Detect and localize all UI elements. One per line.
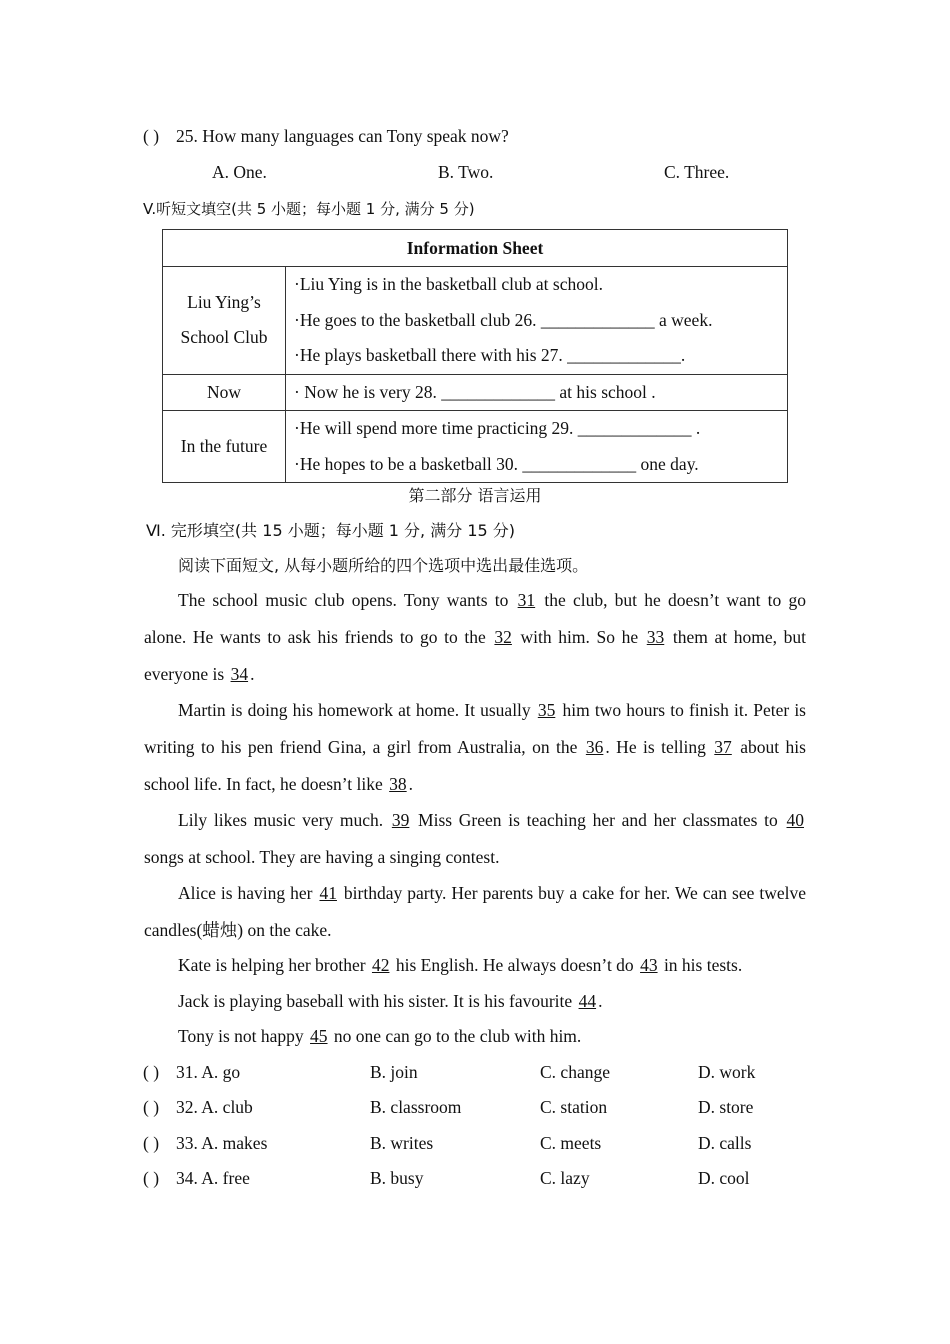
choice-row-31	[143, 1062, 823, 1088]
part2-heading: 第二部分 语言运用	[408, 486, 542, 505]
passage-paragraph-1: The school music club opens. Tony wants to 31 the club, but he doesn’t want to go alone. He wants to ask his friends to go to the 32 with him. So he 33 them at home, but everyone is 34 .	[144, 590, 806, 684]
q25-option-c: C. Three.	[664, 162, 730, 182]
option-b[interactable]: B. classroom	[370, 1097, 462, 1117]
q25-question: 25. How many languages can Tony speak now?	[176, 126, 509, 146]
blank-37[interactable]: 37	[714, 737, 732, 757]
option-c[interactable]: C. change	[540, 1062, 610, 1082]
option-d[interactable]: D. store	[698, 1097, 754, 1117]
option-d[interactable]: D. work	[698, 1062, 756, 1082]
option-b[interactable]: B. join	[370, 1062, 418, 1082]
passage-paragraph-6: Jack is playing baseball with his sister. It is his favourite 44 .	[178, 991, 603, 1011]
blank-36[interactable]: 36	[585, 737, 604, 757]
info-line-29: ·He will spend more time practicing 29. _____________ .	[294, 418, 701, 438]
row-content-school-club	[286, 267, 788, 375]
information-sheet-table	[162, 229, 788, 483]
info-line-27: ·He plays basketball there with his 27. _____________.	[294, 345, 686, 365]
blank-41[interactable]: 41	[319, 883, 337, 903]
blank-39[interactable]: 39	[391, 810, 410, 830]
option-c[interactable]: C. station	[540, 1097, 608, 1117]
blank-35[interactable]: 35	[537, 700, 556, 720]
option-b[interactable]: B. busy	[370, 1168, 424, 1188]
choice-row-32	[143, 1097, 823, 1123]
info-line-26-context: ·Liu Ying is in the basketball club at school.	[294, 274, 603, 294]
info-sheet-title: Information Sheet	[163, 230, 788, 267]
row-label-future	[163, 411, 286, 483]
section6-instruction: 阅读下面短文, 从每小题所给的四个选项中选出最佳选项。	[178, 556, 589, 575]
option-a[interactable]: 31. A. go	[176, 1062, 241, 1082]
section6-heading: Ⅵ. 完形填空(共 15 小题；每小题 1 分, 满分 15 分)	[146, 521, 516, 540]
blank-42[interactable]: 42	[371, 955, 390, 975]
blank-40[interactable]: 40	[786, 810, 804, 830]
answer-paren[interactable]: ( )	[143, 1097, 160, 1117]
row-label-school-club	[163, 267, 286, 375]
blank-44[interactable]: 44	[578, 991, 597, 1011]
option-d[interactable]: D. cool	[698, 1168, 750, 1188]
blank-34[interactable]: 34	[230, 664, 249, 684]
row-label-now	[163, 374, 286, 411]
row-content-future	[286, 411, 788, 483]
passage-paragraph-4: Alice is having her 41 birthday party. Her parents buy a cake for her. We can see twelve candles(蜡烛) on the cake.	[144, 883, 806, 940]
passage-paragraph-5: Kate is helping her brother 42 his English. He always doesn’t do 43 in his tests.	[178, 955, 743, 975]
info-line-26: ·He goes to the basketball club 26. _____________ a week.	[294, 309, 713, 330]
info-line-30: ·He hopes to be a basketball 30. _____________ one day.	[294, 453, 699, 474]
option-a[interactable]: 33. A. makes	[176, 1133, 268, 1153]
row-content-now	[286, 374, 788, 411]
option-c[interactable]: C. lazy	[540, 1168, 590, 1188]
q25-option-b: B. Two.	[438, 162, 494, 182]
passage-paragraph-3: Lily likes music very much. 39 Miss Green is teaching her and her classmates to 40 songs at school. They are having a singing contest.	[144, 810, 804, 867]
blank-31[interactable]: 31	[517, 590, 536, 610]
q25-option-a: A. One.	[212, 162, 267, 182]
q25-paren: ( )	[143, 126, 160, 146]
choice-row-34	[143, 1168, 823, 1194]
option-a[interactable]: 34. A. free	[176, 1168, 250, 1188]
option-c[interactable]: C. meets	[540, 1133, 602, 1153]
row-label-line: School Club	[180, 327, 268, 348]
choice-row-33	[143, 1133, 823, 1159]
answer-paren[interactable]: ( )	[143, 1062, 160, 1082]
blank-45[interactable]: 45	[310, 1026, 328, 1046]
section5-heading: V.听短文填空(共 5 小题；每小题 1 分, 满分 5 分)	[143, 200, 475, 218]
blank-33[interactable]: 33	[646, 627, 665, 647]
answer-paren[interactable]: ( )	[143, 1168, 160, 1188]
row-label-line: Now	[206, 381, 242, 402]
blank-38[interactable]: 38	[389, 774, 407, 794]
answer-paren[interactable]: ( )	[143, 1133, 160, 1153]
row-label-line: In the future	[180, 436, 268, 456]
row-label-line: Liu Ying’s	[187, 292, 261, 313]
passage-paragraph-2: Martin is doing his homework at home. It usually 35 him two hours to finish it. Peter is writing to his pen friend Gina, a girl from Australia, on the 36 . He is telling 37 about his school life. In fact, he doesn’t like 38 .	[144, 700, 806, 794]
option-d[interactable]: D. calls	[698, 1133, 752, 1153]
info-line-28: · Now he is very 28. _____________ at his school .	[294, 381, 656, 402]
option-a[interactable]: 32. A. club	[176, 1097, 253, 1117]
blank-43[interactable]: 43	[640, 955, 658, 975]
passage-paragraph-7: Tony is not happy 45 no one can go to the club with him.	[178, 1026, 582, 1046]
option-b[interactable]: B. writes	[370, 1133, 434, 1153]
blank-32[interactable]: 32	[494, 627, 512, 647]
